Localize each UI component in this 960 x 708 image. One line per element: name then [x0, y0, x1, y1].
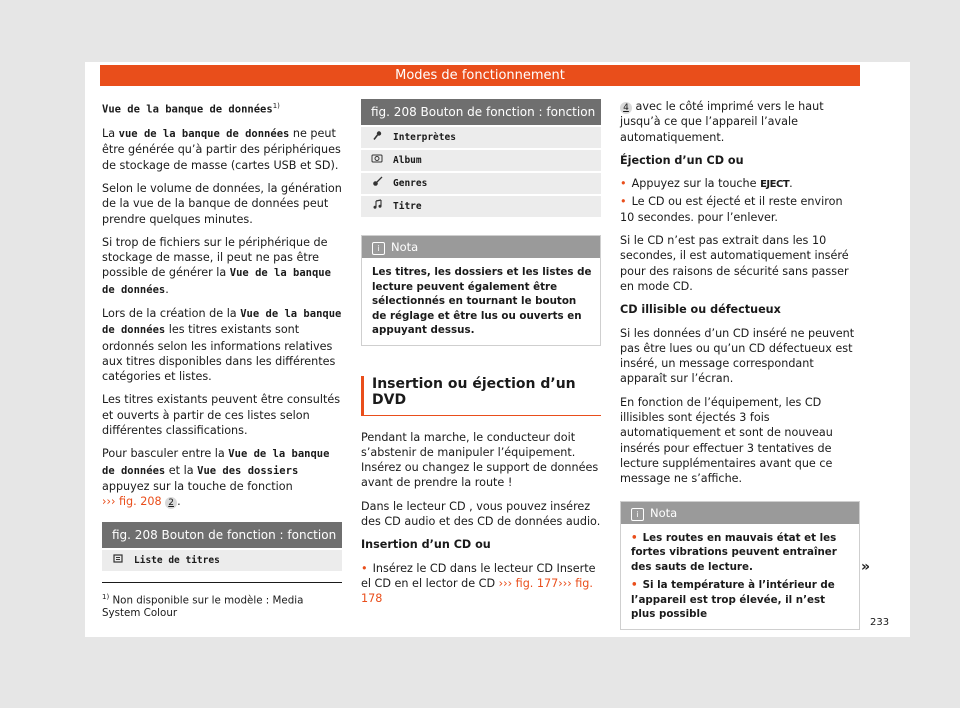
mono-term: vue de la banque de données — [118, 128, 290, 141]
function-row-genres[interactable] — [361, 173, 601, 194]
nota-title: Nota — [391, 240, 419, 254]
text: . — [789, 177, 793, 191]
text: . — [177, 495, 181, 509]
text: avec le côté imprimé vers le haut jusqu’à ce que l’appareil l’avale automatiquement. — [620, 100, 824, 144]
album-icon — [361, 150, 393, 171]
paragraph: Selon le volume de données, la génération de la vue de la banque de données peut prendre quelques minutes. — [102, 181, 342, 226]
callout-number: 4 — [620, 102, 632, 114]
subheading: CD illisible ou défectueux — [620, 303, 781, 317]
section-title: Insertion ou éjection d’un DVD — [361, 376, 601, 416]
nota-body — [621, 524, 859, 629]
nota-bullet: • Si la température à l’intérieur de l’appareil est trop élevée, il n’est plus possible — [631, 578, 851, 622]
figure-title: fig. 208 Bouton de fonction : fonction — [361, 99, 601, 125]
function-label: Album — [393, 155, 422, 166]
heading-database-view — [102, 99, 342, 118]
list-icon — [102, 550, 134, 571]
figure-208-panel-2 — [361, 99, 601, 217]
nota-header — [621, 502, 859, 524]
paragraph: En fonction de l’équipement, les CD illisibles sont éjectés 3 fois automatiquement et sont de nouveau insérés pour effectuer 3 tentatives de lecture supplémentaires avant que ce message ne s’affiche. — [620, 395, 833, 486]
function-label: Titre — [393, 201, 422, 212]
function-label: Interprètes — [393, 132, 456, 143]
footnote-mark: 1) — [102, 593, 110, 601]
figure-208-panel — [102, 522, 342, 571]
microphone-icon — [361, 127, 393, 148]
subheading: Éjection d’un CD ou — [620, 153, 744, 167]
nota-header — [362, 236, 600, 258]
paragraph — [620, 99, 860, 145]
nota-bullet: • Les routes en mauvais état et les fortes vibrations peuvent entraîner des sauts de lecture. — [631, 531, 851, 575]
page-number: 233 — [870, 617, 890, 628]
paragraph: Si les données d’un CD inséré ne peuvent pas être lues ou qu’un CD défectueux est inséré, un message correspondant apparaît sur l’écran. — [620, 326, 855, 386]
paragraph: Si le CD n’est pas extrait dans les 10 secondes, il est automatiquement inséré pour des raisons de sécurité sans passer en mode CD. — [620, 234, 849, 293]
paragraph — [102, 306, 342, 384]
guitar-icon — [361, 173, 393, 194]
subheading: Insertion d’un CD ou — [361, 538, 491, 552]
function-row-title[interactable] — [361, 196, 601, 217]
text: et la — [165, 463, 198, 477]
nota-box — [361, 235, 601, 346]
fig-178-link[interactable]: ››› fig. 178 — [361, 576, 593, 606]
text: Pour basculer entre la — [102, 447, 229, 461]
nota-title: Nota — [650, 505, 678, 520]
column-1 — [102, 99, 342, 573]
column-3 — [620, 99, 860, 630]
mono-term: Vue des dossiers — [197, 464, 299, 477]
fig-177-link[interactable]: ››› fig. 177 — [498, 576, 559, 590]
text: les titres existants sont ordonnés selon les informations relatives aux titres disponibles dans les différentes catégories et listes. — [102, 323, 336, 384]
footnote — [102, 582, 342, 620]
function-label: Genres — [393, 178, 428, 189]
footnote-text: Non disponible sur le modèle : Media System Colour — [102, 594, 304, 620]
footnote-ref: 1) — [272, 102, 280, 110]
bullet-item — [620, 176, 860, 192]
text: . — [165, 282, 169, 296]
bullet-item: • Le CD ou est éjecté et il reste environ 10 secondes. pour l’enlever. — [620, 194, 860, 225]
paragraph: Pendant la marche, le conducteur doit s’abstenir de manipuler l’équipement. Insérez ou changez le support de données avant de prendre la route ! — [361, 430, 599, 490]
function-row-album[interactable] — [361, 150, 601, 171]
mono-term: Vue de la banque de données — [102, 448, 330, 477]
nota-box — [620, 501, 860, 630]
text: Insérez le CD dans le lecteur CD Inserte el CD en el lector de CD — [361, 561, 596, 590]
continued-marker: » — [861, 559, 871, 575]
paragraph — [102, 446, 342, 509]
column-2 — [361, 99, 601, 614]
page-header: Modes de fonctionnement — [100, 65, 860, 86]
text: Si trop de fichiers sur le périphérique de stockage de masse, il peut ne pas être possible de générer la — [102, 235, 328, 280]
text: ne peut être générée qu’à partir des périphériques de stockage de masse (cartes USB et SD). — [102, 127, 341, 172]
link-text: fig. 208 — [115, 495, 166, 509]
link-arrow: ››› — [102, 495, 116, 509]
function-row-artists[interactable] — [361, 127, 601, 148]
text: Appuyez sur la touche — [631, 177, 761, 191]
figure-title: fig. 208 Bouton de fonction : fonction — [102, 522, 342, 548]
fig-208-link[interactable] — [102, 495, 177, 508]
callout-number: 2 — [165, 497, 177, 509]
function-row-title-list[interactable] — [102, 550, 342, 571]
music-note-icon — [361, 196, 393, 217]
mono-term: Vue de la banque de données — [102, 267, 331, 296]
bullet-item — [361, 561, 601, 607]
paragraph: Dans le lecteur CD , vous pouvez insérez des CD audio et des CD de données audio. — [361, 499, 601, 528]
info-icon: i — [631, 508, 644, 521]
text: Lors de la création de la — [102, 307, 241, 320]
text: La — [102, 127, 119, 141]
paragraph — [102, 235, 342, 298]
function-label: Liste de titres — [134, 554, 220, 566]
paragraph: Les titres existants peuvent être consultés et ouverts à partir de ces listes selon différentes classifications. — [102, 393, 341, 438]
nota-text: Les titres, les dossiers et les listes de lecture peuvent également être sélectionnés en tournant le bouton de réglage et être lus ou ouverts en appuyant dessus. — [372, 266, 592, 336]
paragraph — [102, 126, 342, 173]
info-icon: i — [372, 242, 385, 255]
heading-text: Vue de la banque de données — [102, 103, 273, 116]
mono-term: Vue de la banque de données — [102, 308, 342, 337]
eject-key-label: EJECT — [760, 179, 790, 191]
text: appuyez sur la touche de fonction — [102, 479, 293, 493]
